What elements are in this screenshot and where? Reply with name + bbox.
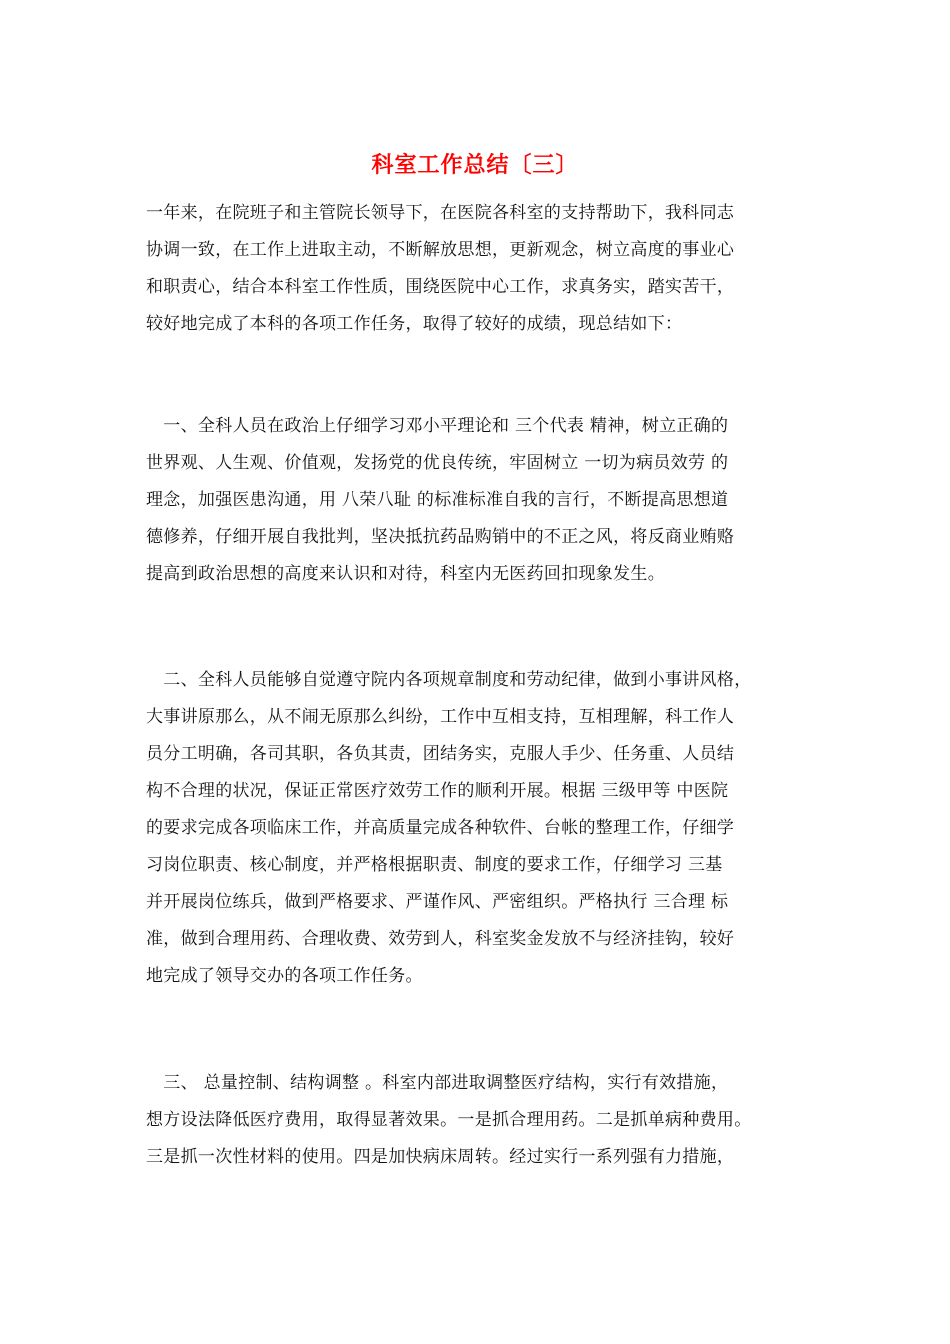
paragraph-intro bbox=[146, 195, 826, 343]
text-line: 理念，加强医患沟通，用 八荣八耻 的标准标准自我的言行，不断提高思想道 bbox=[146, 490, 729, 510]
text-line: 和职责心，结合本科室工作性质，围绕医院中心工作，求真务实，踏实苦干， bbox=[146, 277, 735, 297]
text-line: 较好地完成了本科的各项工作任务，取得了较好的成绩，现总结如下： bbox=[146, 314, 683, 334]
text-line: 三是抓一次性材料的使用。四是加快病床周转。经过实行一系列强有力措施， bbox=[146, 1147, 735, 1167]
paragraph-section-3 bbox=[146, 1065, 826, 1176]
text-line: 并开展岗位练兵，做到严格要求、严谨作风、严密组织。严格执行 三合理 标 bbox=[146, 892, 729, 912]
text-line: 二、全科人员能够自觉遵守院内各项规章制度和劳动纪律，做到小事讲风格， bbox=[146, 670, 752, 690]
text-line: 地完成了领导交办的各项工作任务。 bbox=[146, 966, 423, 986]
text-line: 一年来，在院班子和主管院长领导下，在医院各科室的支持帮助下，我科同志 bbox=[146, 203, 735, 223]
text-line: 习岗位职责、核心制度，并严格根据职责、制度的要求工作，仔细学习 三基 bbox=[146, 855, 723, 875]
text-line: 德修养，仔细开展自我批判，坚决抵抗药品购销中的不正之风，将反商业贿赂 bbox=[146, 527, 735, 547]
paragraph-section-1 bbox=[146, 408, 826, 593]
text-line: 想方设法降低医疗费用，取得显著效果。一是抓合理用药。二是抓单病种费用。 bbox=[146, 1110, 752, 1130]
text-line: 的要求完成各项临床工作，并高质量完成各种软件、台帐的整理工作，仔细学 bbox=[146, 818, 735, 838]
text-line: 提高到政治思想的高度来认识和对待，科室内无医药回扣现象发生。 bbox=[146, 564, 665, 584]
text-line: 构不合理的状况，保证正常医疗效劳工作的顺利开展。根据 三级甲等 中医院 bbox=[146, 781, 729, 801]
text-line: 大事讲原那么，从不闹无原那么纠纷，工作中互相支持，互相理解，科工作人 bbox=[146, 707, 735, 727]
document-title: 科室工作总结〔三〕 bbox=[371, 152, 579, 178]
paragraph-section-2 bbox=[146, 662, 826, 995]
text-line: 准，做到合理用药、合理收费、效劳到人，科室奖金发放不与经济挂钩，较好 bbox=[146, 929, 735, 949]
text-line: 世界观、人生观、价值观，发扬党的优良传统，牢固树立 一切为病员效劳 的 bbox=[146, 453, 729, 473]
text-line: 一、全科人员在政治上仔细学习邓小平理论和 三个代表 精神，树立正确的 bbox=[146, 416, 729, 436]
text-line: 协调一致，在工作上进取主动，不断解放思想，更新观念，树立高度的事业心 bbox=[146, 240, 735, 260]
text-line: 三、 总量控制、结构调整 。科室内部进取调整医疗结构，实行有效措施， bbox=[146, 1073, 729, 1093]
text-line: 员分工明确，各司其职，各负其责，团结务实，克服人手少、任务重、人员结 bbox=[146, 744, 735, 764]
